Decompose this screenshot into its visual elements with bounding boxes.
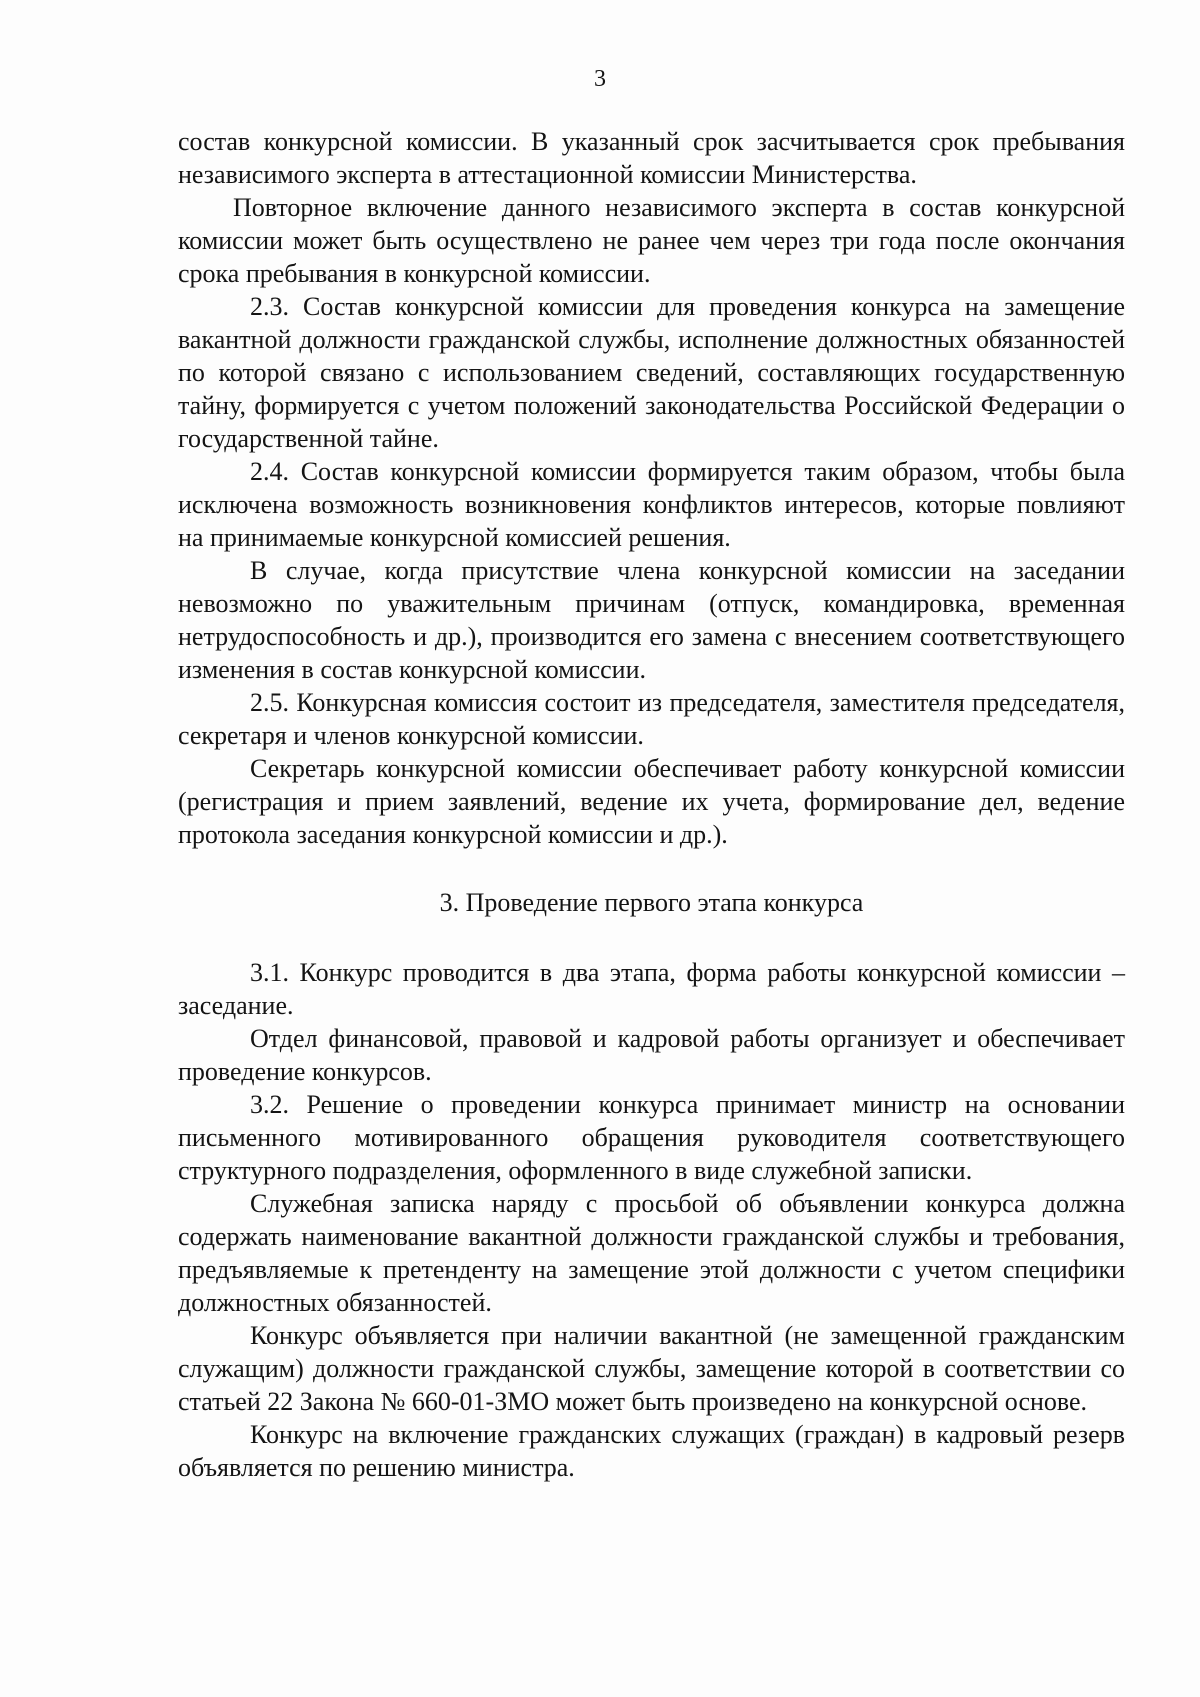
paragraph-reserve: Конкурс на включение гражданских служащих (граждан) в кадровый резерв объявляется по решению министра. <box>178 1420 1125 1482</box>
page-number: 3 <box>594 66 606 92</box>
paragraph-3-2: 3.2. Решение о проведении конкурса принимает министр на основании письменного мотивированного обращения руководителя соответствующего структурного подразделения, оформленного в виде служебной записки. <box>178 1090 1125 1185</box>
document-body <box>178 125 1125 1484</box>
section-heading: 3. Проведение первого этапа конкурса <box>439 888 864 917</box>
paragraph-memo: Служебная записка наряду с просьбой об объявлении конкурса должна содержать наименование вакантной должности гражданской службы и требования, предъявляемые к претенденту на замещение этой должности с учетом специфики должностных обязанностей. <box>178 1189 1125 1317</box>
paragraph-repeat-inclusion: Повторное включение данного независимого эксперта в состав конкурсной комиссии может быть осуществлено не ранее чем через три года после окончания срока пребывания в конкурсной комиссии. <box>178 193 1125 288</box>
paragraph-secretary: Секретарь конкурсной комиссии обеспечивает работу конкурсной комиссии (регистрация и прием заявлений, ведение их учета, формирование дел, ведение протокола заседания конкурсной комиссии и др.). <box>178 754 1125 849</box>
paragraph-3-1: 3.1. Конкурс проводится в два этапа, форма работы конкурсной комиссии – заседание. <box>178 958 1125 1020</box>
paragraph-2-5: 2.5. Конкурсная комиссия состоит из председателя, заместителя председателя, секретаря и членов конкурсной комиссии. <box>178 688 1125 750</box>
paragraph-continuation: состав конкурсной комиссии. В указанный срок засчитывается срок пребывания независимого эксперта в аттестационной комиссии Министерства. <box>178 127 1125 189</box>
paragraph-hr-department: Отдел финансовой, правовой и кадровой работы организует и обеспечивает проведение конкурсов. <box>178 1024 1125 1086</box>
paragraph-member-replacement: В случае, когда присутствие члена конкурсной комиссии на заседании невозможно по уважительным причинам (отпуск, командировка, временная нетрудоспособность и др.), производится его замена с внесением соответствующего изменения в состав конкурсной комиссии. <box>178 556 1125 684</box>
paragraph-2-3: 2.3. Состав конкурсной комиссии для проведения конкурса на замещение вакантной должности гражданской службы, исполнение должностных обязанностей по которой связано с использованием сведений, составляющих государственную тайну, формируется с учетом положений законодательства Российской Федерации о государственной тайне. <box>178 292 1125 453</box>
paragraph-vacancy: Конкурс объявляется при наличии вакантной (не замещенной гражданским служащим) должности гражданской службы, замещение которой в соответствии со статьей 22 Закона № 660-01-ЗМО может быть произведено на конкурсной основе. <box>178 1321 1125 1416</box>
paragraph-2-4: 2.4. Состав конкурсной комиссии формируется таким образом, чтобы была исключена возможность возникновения конфликтов интересов, которые повлияют на принимаемые конкурсной комиссией решения. <box>178 457 1125 552</box>
